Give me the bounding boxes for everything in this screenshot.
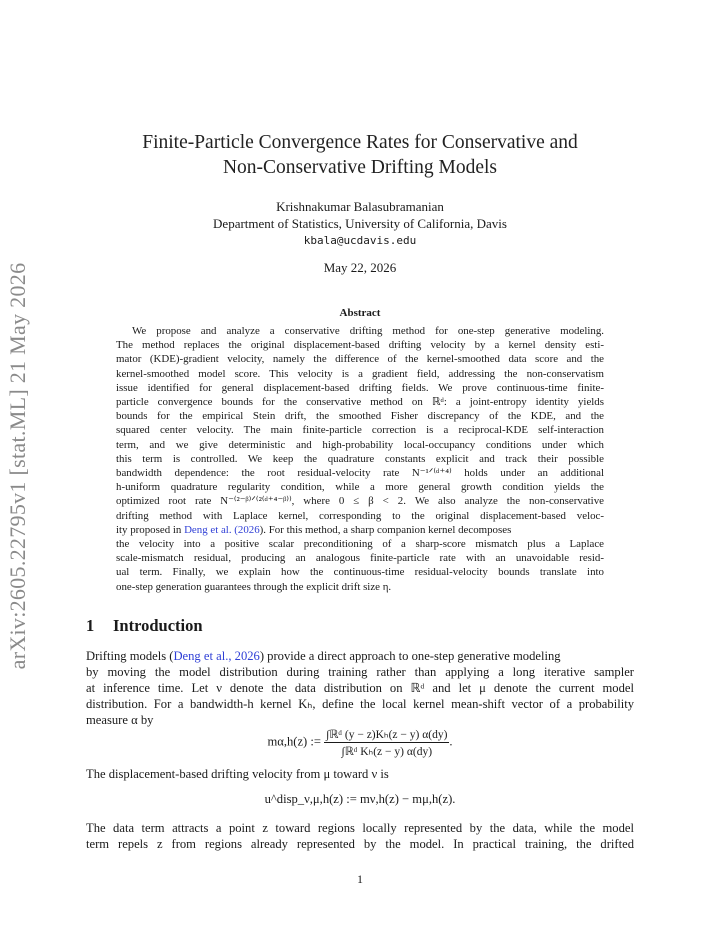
abstract-line: term, and we give deterministic and high-probability local-occupancy conditions under which	[116, 438, 604, 451]
section-title: Introduction	[113, 616, 203, 635]
intro-paragraph-3	[86, 820, 634, 852]
body-line: by moving the model distribution during training rather than applying a long iterative sampler	[86, 665, 634, 679]
abstract-line: The method replaces the original displacement-based drifting velocity by a kernel density esti-	[116, 339, 604, 352]
abstract-line: particle convergence bounds for the conservative method on ℝᵈ: a joint-entropy identity yields	[116, 396, 604, 409]
abstract-line: kernel-smoothed model score. This velocity is a gradient field, addressing the non-conservatism	[116, 367, 604, 380]
equation-lhs: mα,h(z) :=	[267, 734, 322, 749]
equation-period: .	[449, 734, 453, 749]
abstract-line: issue identified for general displacement-based drifting fields. We prove continuous-time finite-	[116, 381, 604, 394]
intro-paragraph-1	[86, 648, 634, 728]
author-affiliation: Department of Statistics, University of California, Davis	[213, 216, 507, 231]
body-text: ) provide a direct approach to one-step generative modeling	[259, 649, 561, 663]
body-text: Drifting models (	[86, 649, 174, 663]
abstract-line: scale-mismatch residual, producing an analogous finite-particle rate with an unavoidable resid-	[116, 552, 604, 565]
abstract-line: one-step generation guarantees through the explicit drift size η.	[116, 580, 392, 593]
abstract-line: squared center velocity. The main finite-particle correction is a reciprocal-KDE self-interaction	[116, 424, 604, 437]
equation-numerator: ∫ℝᵈ (y − z)Kₕ(z − y) α(dy)	[326, 729, 448, 741]
author-email[interactable]: kbala@ucdavis.edu	[303, 234, 417, 247]
section-heading-introduction	[86, 616, 203, 636]
body-line: measure α by	[86, 713, 154, 727]
arxiv-identifier-text: arXiv:2605.22795v1 [stat.ML] 21 May 2026	[5, 262, 30, 670]
abstract-text: ity proposed in	[116, 523, 185, 536]
paper-date: May 22, 2026	[323, 260, 397, 275]
intro-paragraph-2	[86, 766, 634, 782]
abstract-line: mator (KDE)-gradient velocity, namely the difference of the kernel-smoothed data score and the	[116, 353, 604, 366]
author-name: Krishnakumar Balasubramanian	[276, 199, 444, 214]
body-line: term repels z from regions already represented by the model. In practical training, the drifted	[86, 837, 634, 851]
page-number: 1	[357, 872, 363, 886]
abstract-text: ). For this method, a sharp companion kernel decomposes	[259, 523, 512, 536]
title-line-2: Non-Conservative Drifting Models	[222, 157, 498, 178]
body-line: The data term attracts a point z toward regions locally represented by the data, while the model	[86, 821, 634, 835]
title-line-1: Finite-Particle Convergence Rates for Conservative and	[142, 132, 578, 153]
section-number: 1	[86, 616, 95, 635]
intro-citation-link[interactable]: Deng et al., 2026	[173, 649, 260, 663]
abstract-line: the velocity into a positive scalar preconditioning of a sharp-score mismatch plus a Laplace	[116, 538, 604, 551]
abstract-line: bandwidth dependence: the root residual-velocity rate N⁻¹ᐟ⁽ᵈ⁺⁴⁾ holds under an additional	[116, 467, 604, 480]
equation-mean-shift	[86, 727, 634, 758]
abstract-body	[116, 324, 604, 594]
body-line: The displacement-based drifting velocity from μ toward ν is	[86, 767, 389, 781]
author-block	[86, 198, 634, 249]
equation-fraction	[324, 727, 449, 758]
abstract-line: this term is controlled. We keep the quadrature constants explicit and track their possible	[116, 452, 604, 465]
abstract-line: bounds for the empirical Stein drift, the smoothed Fisher discrepancy of the KDE, and the	[116, 410, 604, 423]
abstract-line: We propose and analyze a conservative drifting method for one-step generative modeling.	[132, 325, 604, 337]
abstract-line: ual term. Finally, we explain how the continuous-time residual-velocity bounds translate into	[116, 566, 604, 579]
abstract-heading: Abstract	[339, 307, 381, 319]
abstract-line: optimized root rate N⁻⁽²⁻ᵝ⁾ᐟ⁽²⁽ᵈ⁺⁴⁻ᵝ⁾⁾, where 0 ≤ β < 2. We also analyze the non-conservative	[116, 495, 604, 508]
abstract-line-with-citation	[116, 523, 604, 537]
abstract-line: drifting method with Laplace kernel, corresponding to the original displacement-based veloc-	[116, 509, 604, 522]
paper-title	[86, 130, 634, 180]
equation-denominator: ∫ℝᵈ Kₕ(z − y) α(dy)	[341, 746, 433, 758]
abstract-citation-link[interactable]: Deng et al. (2026	[184, 523, 260, 536]
equation-displacement-velocity: u^disp_ν,μ,h(z) := mν,h(z) − mμ,h(z).	[264, 792, 456, 806]
body-line: distribution. For a bandwidth-h kernel Kₕ, define the local kernel mean-shift vector of a probability	[86, 697, 634, 711]
body-line: at inference time. Let ν denote the data distribution on ℝᵈ and let μ denote the current model	[86, 681, 634, 695]
body-line-with-citation	[86, 648, 634, 664]
abstract-line: h-uniform quadrature regularity condition, while a more general growth condition yields the	[116, 481, 604, 494]
